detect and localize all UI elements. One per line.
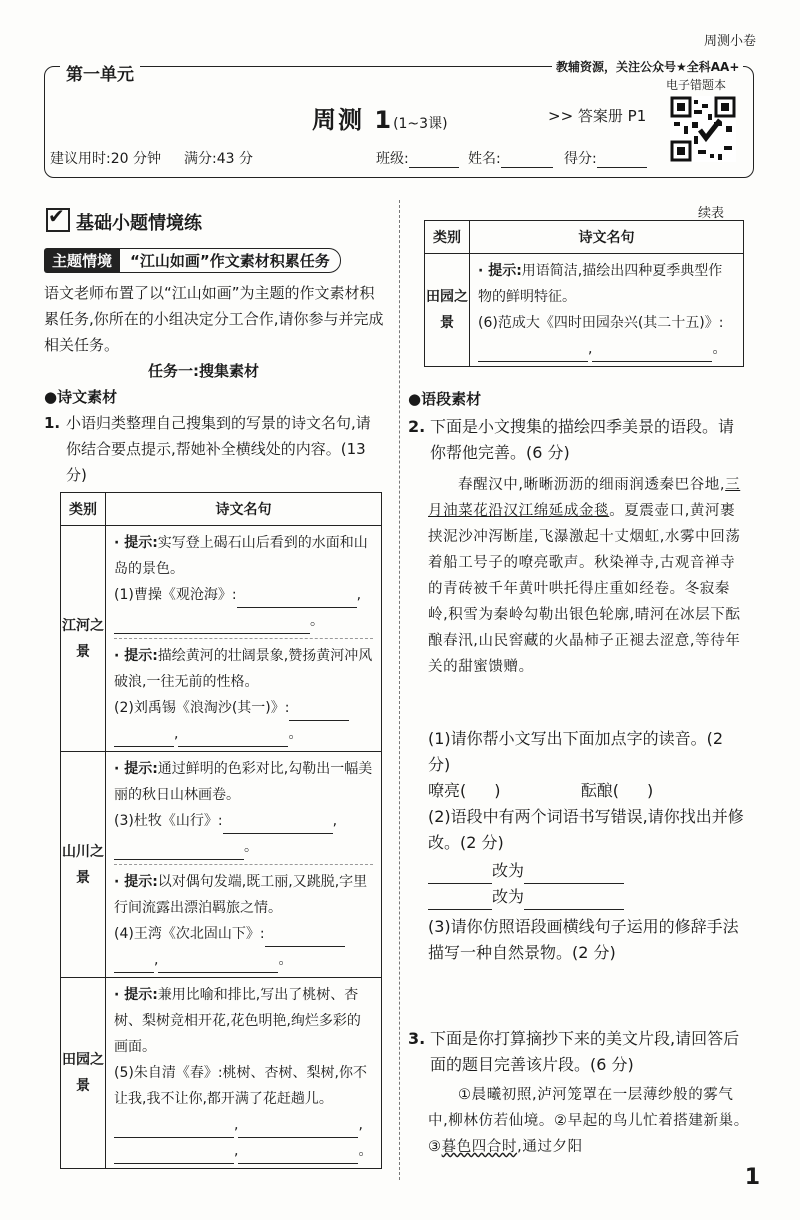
intro-paragraph: 语文老师布置了以“江山如画”为主题的作文素材积累任务,你所在的小组决定分工合作,请你参与并完成相关任务。 (44, 284, 384, 354)
answer-blank[interactable] (114, 1163, 234, 1164)
source-5 (114, 1060, 373, 1112)
table-header-lines: 诗文名句 (106, 493, 382, 526)
q2-sub2: (2)语段中有两个词语书写错误,请你找出并修改。(2 分) (428, 807, 744, 852)
punct: 。 (244, 839, 258, 855)
q2-words (428, 778, 750, 804)
source-1 (114, 582, 373, 608)
punct: 。 (712, 341, 727, 357)
checkbox-icon (46, 208, 70, 232)
hint-4 (114, 869, 373, 921)
poetry-table (60, 492, 382, 1169)
hint-5 (114, 982, 373, 1060)
q3-body: 下面是你打算摘抄下来的美文片段,请回答后面的题目完善该片段。(6 分) (430, 1029, 740, 1074)
name-field (468, 148, 553, 168)
content-cell (106, 978, 382, 1169)
corner-tag: 周测小卷 (703, 34, 756, 49)
answer-blank[interactable] (114, 859, 244, 860)
answer-line-3 (114, 834, 373, 860)
category-label: 江河之景 (62, 617, 104, 660)
category-label: 田园之景 (426, 289, 468, 331)
points-blank[interactable] (597, 167, 647, 168)
unit-label: 第一单元 (60, 60, 140, 85)
answer-blank[interactable] (178, 746, 288, 747)
points-label: 得分: (564, 151, 597, 167)
q3-passage (428, 1082, 750, 1160)
source-6 (478, 310, 735, 336)
source-text: (5)朱自清《春》:桃树、杏树、梨树,你不让我,我不让你,都开满了花赶趟儿。 (114, 1065, 367, 1107)
answer-line-4 (114, 947, 373, 973)
fix-line-1 (428, 858, 750, 884)
name-blank[interactable] (501, 167, 553, 168)
answer-blank[interactable] (478, 361, 588, 362)
category-label: 田园之景 (62, 1052, 104, 1094)
table-row (61, 526, 382, 752)
answer-line-2 (114, 721, 373, 747)
punct: 。 (278, 952, 293, 968)
category-cell (61, 978, 106, 1169)
class-field (376, 148, 459, 168)
q3-text (408, 1026, 748, 1078)
answer-ref: >> 答案册 P1 (548, 107, 647, 125)
passage-part: ①晨曦初照,泸河笼罩在一层薄纱般的雾气中,柳林仿若仙境。②早起的鸟儿忙着搭建新巢。③ (428, 1087, 749, 1155)
hint-label: · 提示: (114, 761, 158, 777)
hint-label: · 提示: (114, 874, 158, 890)
table-row (61, 978, 382, 1169)
theme-banner (44, 248, 341, 272)
poetry-heading: ●诗文素材 (44, 388, 118, 406)
punct: 。 (358, 1143, 373, 1159)
passage-part: 春醒汉中,晰晰沥沥的细雨润透秦巴谷地, (458, 477, 726, 493)
source-4 (114, 921, 373, 947)
theme-tag: 主题情境 (44, 248, 120, 273)
hint-3 (114, 756, 373, 808)
table-header-category: 类别 (61, 493, 106, 526)
ad-text: 教辅资源，关注公众号★全科AA+ (552, 58, 743, 75)
paren: ) (494, 781, 501, 800)
content-cell (106, 526, 382, 752)
change-label: 改为 (492, 861, 525, 880)
source-text: (3)杜牧《山行》: (114, 813, 223, 829)
punct: , (332, 813, 338, 829)
content-cell (106, 752, 382, 978)
hint-text: 兼用比喻和排比,写出了桃树、杏树、梨树竞相开花,花色明艳,绚烂多彩的画面。 (114, 987, 361, 1055)
wavy-underlined-text: 暮色四合时 (441, 1139, 518, 1155)
punct: , (174, 726, 179, 742)
source-text: (6)范成大《四时田园杂兴(其二十五)》: (478, 315, 724, 331)
source-3 (114, 808, 373, 834)
q2-body: 下面是小文搜集的描绘四季美景的语段。请你帮他完善。(6 分) (430, 417, 735, 462)
table-header-category: 类别 (425, 221, 470, 254)
q2-text (408, 414, 748, 466)
title-main: 周测 1 (312, 106, 394, 134)
answer-line-1 (114, 608, 373, 634)
source-text: (1)曹操《观沧海》: (114, 587, 237, 603)
punct: 。 (288, 726, 303, 742)
source-text: (2)刘禹锡《浪淘沙(其一)》: (114, 700, 290, 716)
q2-number: 2. (408, 417, 426, 436)
task1-heading: 任务一:搜集素材 (148, 362, 259, 380)
hint-2 (114, 643, 373, 695)
time-label: 建议用时:20 分钟 (50, 151, 161, 167)
hint-label: · 提示: (114, 987, 158, 1003)
answer-line-6 (478, 336, 735, 362)
hint-label: · 提示: (114, 535, 158, 551)
q1-number: 1. (44, 414, 61, 432)
punct: , (234, 1143, 239, 1159)
category-label: 山川之景 (62, 843, 104, 886)
passage-part: ,通过夕阳 (517, 1139, 583, 1155)
score-label: 满分:43 分 (184, 151, 253, 167)
source-text: (4)王湾《次北固山下》: (114, 926, 265, 942)
hint-6 (478, 258, 735, 310)
qr-code-icon[interactable] (670, 96, 736, 162)
title-sub: (1~3课) (393, 116, 448, 132)
category-cell (425, 254, 470, 367)
section-title-text: 基础小题情境练 (76, 213, 202, 234)
hint-1 (114, 530, 373, 582)
answer-blank[interactable] (238, 1163, 358, 1164)
answer-blank[interactable] (114, 633, 310, 634)
hint-label: · 提示: (478, 263, 522, 279)
answer-line-5 (114, 1112, 373, 1138)
answer-blank[interactable] (592, 361, 712, 362)
passage-part: 。夏震壶口,黄河裹挟泥沙冲泻断崖,飞瀑激起十丈烟虹,水雾中回荡着船工号子的嘹亮歌声。秋染禅寺,古观音禅寺的青砖被千年黄叶哄托得庄重如经卷。冬寂秦岭,积雪为秦岭勾勒出银色轮廓,晴河在冰层下酝酿春汛,山民窖藏的火晶柿子正褪去涩意,等待年关的甜蜜馈赠。 (428, 503, 741, 675)
word-2: 酝酿( (580, 781, 619, 800)
q3-number: 3. (408, 1029, 426, 1048)
hint-text: 用语简洁,描绘出四种夏季典型作物的鲜明特征。 (478, 263, 723, 305)
word-1: 嘹亮( (428, 781, 467, 800)
correct-word-blank[interactable] (524, 909, 624, 910)
category-cell (61, 752, 106, 978)
q2-sub1: (1)请你帮小文写出下面加点字的读音。(2 分) (428, 729, 724, 774)
page-title (312, 100, 448, 135)
hint-label: · 提示: (114, 648, 158, 664)
dashed-divider (114, 638, 373, 639)
q1-text (44, 410, 384, 488)
table-header-lines: 诗文名句 (470, 221, 744, 254)
qr-label: 电子错题本 (666, 78, 727, 92)
answer-blank[interactable] (114, 746, 174, 747)
punct: 。 (310, 613, 324, 629)
answer-blank[interactable] (114, 972, 154, 973)
class-label: 班级: (376, 151, 409, 167)
punct: , (356, 587, 362, 603)
hint-text: 以对偶句发端,既工丽,又跳脱,字里行间流露出漂泊羁旅之情。 (114, 874, 368, 916)
answer-blank[interactable] (158, 972, 278, 973)
punct: , (154, 952, 159, 968)
points-field (564, 148, 647, 168)
page-number: 1 (744, 1165, 760, 1190)
punct: , (234, 1117, 239, 1133)
paren: ) (646, 781, 654, 800)
answer-line-5b (114, 1138, 373, 1164)
q1-body: 小语归类整理自己搜集到的写景的诗文名句,请你结合要点提示,帮她补全横线处的内容。(13 分) (66, 414, 371, 484)
underlined-sentence: 三月油菜花沿汉江绵延成金毯 (428, 477, 741, 519)
name-label: 姓名: (468, 151, 501, 167)
class-blank[interactable] (409, 167, 459, 168)
section-title (46, 208, 202, 235)
hint-text: 描绘黄河的壮阔景象,赞扬黄河冲风破浪,一往无前的性格。 (114, 648, 373, 690)
q2-passage (428, 472, 750, 680)
table-row (61, 752, 382, 978)
hint-text: 实写登上碣石山后看到的水面和山岛的景色。 (114, 535, 368, 577)
punct: , (358, 1117, 363, 1133)
category-cell (61, 526, 106, 752)
poetry-table-continued (424, 220, 744, 367)
theme-text: “江山如画”作文素材积累任务 (120, 248, 341, 273)
content-cell (470, 254, 744, 367)
column-divider (399, 200, 400, 1180)
wrong-word-blank[interactable] (428, 909, 492, 910)
paragraph-heading: ●语段素材 (408, 390, 482, 408)
dashed-divider (114, 864, 373, 865)
source-2 (114, 695, 373, 721)
punct: , (588, 341, 593, 357)
continued-label: 续表 (698, 206, 725, 221)
hint-text: 通过鲜明的色彩对比,勾勒出一幅美丽的秋日山林画卷。 (114, 761, 373, 803)
fix-line-2 (428, 884, 750, 910)
change-label: 改为 (492, 887, 525, 906)
q2-sub3: (3)请你仿照语段画横线句子运用的修辞手法描写一种自然景物。(2 分) (428, 917, 739, 962)
table-row (425, 254, 744, 367)
